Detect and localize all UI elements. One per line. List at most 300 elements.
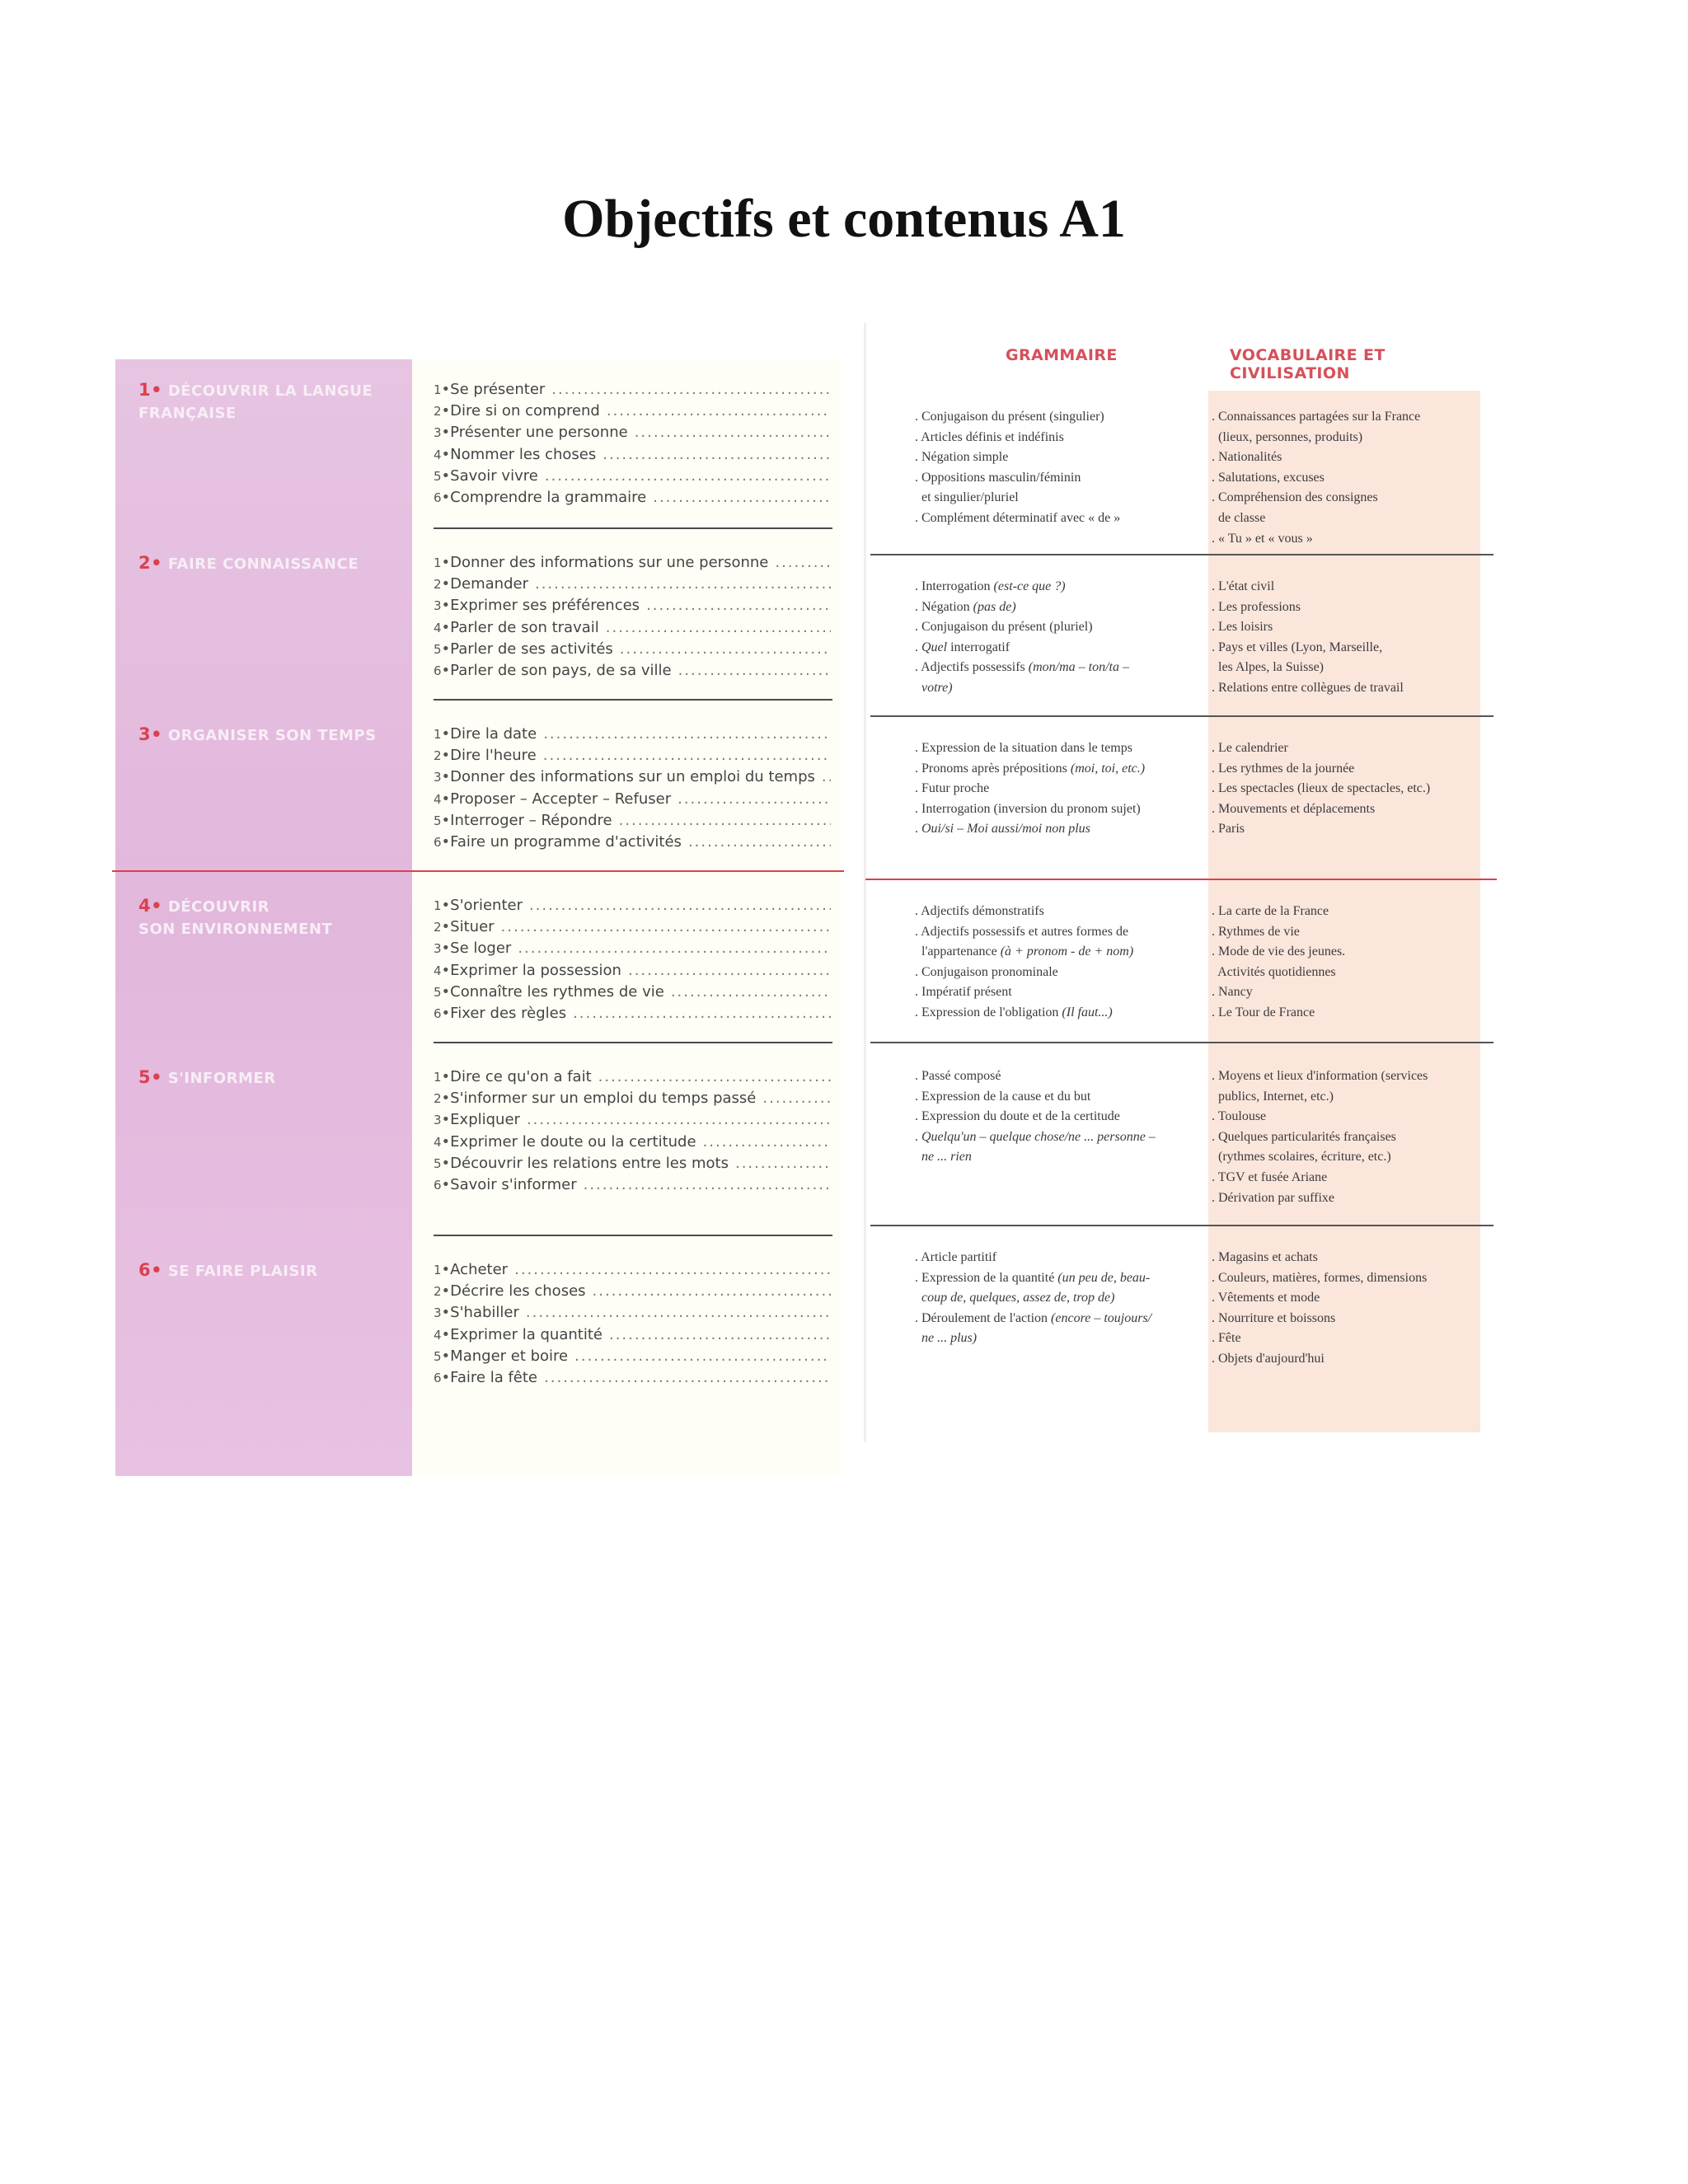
unit-number: 6• xyxy=(138,1260,163,1280)
dot-leader xyxy=(646,487,831,509)
objective-number: 4 xyxy=(434,1134,442,1150)
objective-number: 1 xyxy=(434,382,442,397)
objective-text: Se loger xyxy=(450,940,512,958)
vocabulary-item xyxy=(1212,1188,1484,1209)
objective-item xyxy=(434,466,831,487)
text-segment: . Connaissances partagées sur la France xyxy=(1212,410,1421,424)
objective-number: 5 xyxy=(434,984,442,1000)
dot-leader xyxy=(628,422,831,443)
grammar-list xyxy=(915,738,1195,840)
text-segment xyxy=(915,1331,921,1345)
bullet-icon: • xyxy=(441,1368,451,1386)
vocabulary-item xyxy=(1212,407,1484,428)
objective-item xyxy=(434,660,831,682)
text-segment: . L'état civil xyxy=(1212,579,1275,593)
objective-text: Connaître les rythmes de vie xyxy=(450,982,664,1001)
bullet-icon: • xyxy=(441,1347,451,1365)
unit-number: 4• xyxy=(138,896,163,916)
dot-leader xyxy=(729,1153,831,1174)
objective-item xyxy=(434,1003,831,1024)
unit-title-line: SE FAIRE PLAISIR xyxy=(162,1263,318,1280)
objective-text: Acheter xyxy=(450,1261,509,1278)
section-divider xyxy=(434,1042,832,1043)
objective-text: Parler de son travail xyxy=(450,618,599,636)
grammar-item xyxy=(915,428,1195,448)
bullet-icon: • xyxy=(441,1304,451,1322)
grammar-item xyxy=(915,1107,1195,1127)
objective-item xyxy=(434,938,831,959)
unit-title xyxy=(138,1066,386,1090)
dot-leader xyxy=(596,444,831,466)
objective-number: 5 xyxy=(434,1155,442,1171)
text-segment: . Pronoms après prépositions xyxy=(915,761,1071,776)
vocabulary-list xyxy=(1212,407,1484,549)
grammar-list xyxy=(915,1066,1195,1168)
bullet-icon: • xyxy=(441,640,451,658)
objective-text: Donner des informations sur une personne xyxy=(450,554,769,571)
objective-number: 6 xyxy=(434,663,442,678)
objective-text: Proposer – Accepter – Refuser xyxy=(450,790,672,808)
bullet-icon: • xyxy=(441,747,451,765)
bullet-icon: • xyxy=(441,618,451,636)
objective-item xyxy=(434,444,831,466)
bullet-icon: • xyxy=(441,402,451,420)
text-segment: . Salutations, excuses xyxy=(1212,470,1325,485)
objective-number: 2 xyxy=(434,748,442,764)
text-segment: . Nourriture et boissons xyxy=(1212,1310,1336,1325)
text-segment: ne ... plus) xyxy=(921,1331,978,1346)
vocabulary-list xyxy=(1212,1248,1484,1370)
text-segment: ne ... rien xyxy=(921,1150,972,1165)
grammar-item xyxy=(915,488,1195,509)
text-segment: . Conjugaison du présent (singulier) xyxy=(915,410,1104,424)
grammar-item xyxy=(915,799,1195,820)
grammar-item xyxy=(915,1066,1195,1087)
dot-leader xyxy=(545,379,831,401)
grammar-item xyxy=(915,942,1195,963)
text-segment: . Complément déterminatif avec « de » xyxy=(915,510,1121,525)
vocabulary-list xyxy=(1212,738,1484,840)
objective-item xyxy=(434,1132,831,1153)
dot-leader xyxy=(671,789,831,810)
text-segment: . Futur proche xyxy=(915,781,990,796)
vocabulary-item xyxy=(1212,922,1484,943)
objective-text: Savoir vivre xyxy=(450,466,538,485)
text-segment xyxy=(915,1150,921,1164)
grammar-item xyxy=(915,1288,1195,1309)
grammar-item xyxy=(915,819,1195,840)
objective-text: Dire ce qu'on a fait xyxy=(450,1068,592,1085)
vocabulary-item xyxy=(1212,428,1484,448)
objective-item xyxy=(434,1066,831,1088)
dot-leader xyxy=(612,810,831,832)
text-segment: . Conjugaison pronominale xyxy=(915,964,1058,979)
objective-number: 4 xyxy=(434,620,442,635)
vocabulary-item xyxy=(1212,658,1484,678)
text-segment: . Mode de vie des jeunes. xyxy=(1212,944,1346,959)
text-segment: . Les spectacles (lieux de spectacles, etc.) xyxy=(1212,781,1431,796)
objective-number: 3 xyxy=(434,1113,442,1128)
vocabulary-item xyxy=(1212,1107,1484,1127)
text-segment: (encore – toujours/ xyxy=(1051,1310,1152,1325)
vocabulary-item xyxy=(1212,1349,1484,1370)
text-segment: . La carte de la France xyxy=(1212,904,1329,918)
objectives-list xyxy=(434,1259,831,1389)
objectives-list xyxy=(434,552,831,682)
bullet-icon: • xyxy=(441,918,451,936)
grammar-item xyxy=(915,577,1195,598)
dot-leader xyxy=(768,552,831,574)
objective-number: 1 xyxy=(434,1070,442,1085)
grammar-list xyxy=(915,577,1195,699)
vocabulary-item xyxy=(1212,468,1484,489)
dot-leader xyxy=(537,1367,831,1389)
objective-item xyxy=(434,1109,831,1131)
objective-item xyxy=(434,916,831,938)
objective-text: Découvrir les relations entre les mots xyxy=(450,1154,729,1172)
dot-leader xyxy=(672,660,831,682)
objective-number: 6 xyxy=(434,490,442,505)
objectives-list xyxy=(434,895,831,1024)
objective-text: Situer xyxy=(450,918,495,936)
objectives-list xyxy=(434,724,831,853)
section-divider xyxy=(870,1042,1493,1043)
grammar-item xyxy=(915,902,1195,922)
text-segment: . Interrogation xyxy=(915,579,994,593)
dot-leader xyxy=(599,617,831,639)
grammar-item xyxy=(915,448,1195,468)
objectives-list xyxy=(434,1066,831,1196)
section-divider-red xyxy=(112,870,844,872)
text-segment: (mon/ma – ton/ta – xyxy=(1028,660,1129,675)
objective-number: 2 xyxy=(434,404,442,419)
objective-item xyxy=(434,1367,831,1389)
text-segment: . Mouvements et déplacements xyxy=(1212,801,1376,816)
text-segment: votre) xyxy=(921,680,953,695)
text-segment: . Magasins et achats xyxy=(1212,1250,1318,1264)
objective-item xyxy=(434,1324,831,1346)
objective-item xyxy=(434,595,831,616)
dot-leader xyxy=(523,895,831,916)
text-segment: publics, Internet, etc.) xyxy=(1212,1089,1334,1104)
objective-item xyxy=(434,1259,831,1281)
text-segment: (rythmes scolaires, écriture, etc.) xyxy=(1212,1150,1391,1165)
objective-number: 3 xyxy=(434,941,442,957)
dot-leader xyxy=(566,1003,831,1024)
unit-title-line: SON ENVIRONNEMENT xyxy=(138,921,333,938)
vocabulary-item xyxy=(1212,448,1484,468)
vocabulary-item xyxy=(1212,577,1484,598)
bullet-icon: • xyxy=(441,768,451,786)
bullet-icon: • xyxy=(441,466,451,485)
dot-leader xyxy=(621,960,831,982)
grammar-item xyxy=(915,617,1195,638)
objective-item xyxy=(434,960,831,982)
text-segment: . Passé composé xyxy=(915,1069,1001,1083)
grammar-list xyxy=(915,407,1195,529)
bullet-icon: • xyxy=(441,725,451,743)
dot-leader xyxy=(537,724,831,745)
vocabulary-item xyxy=(1212,529,1484,550)
objective-item xyxy=(434,982,831,1003)
objective-item xyxy=(434,1174,831,1196)
objective-item xyxy=(434,724,831,745)
dot-leader xyxy=(613,639,831,660)
objective-text: Savoir s'informer xyxy=(450,1175,577,1193)
grammar-item xyxy=(915,759,1195,780)
bullet-icon: • xyxy=(441,940,451,958)
objective-item xyxy=(434,617,831,639)
objective-item xyxy=(434,552,831,574)
unit-title xyxy=(138,379,386,424)
unit-title xyxy=(138,552,386,575)
dot-leader xyxy=(528,574,831,595)
text-segment: . Expression de la situation dans le temps xyxy=(915,741,1132,755)
vocabulary-item xyxy=(1212,1288,1484,1309)
objective-number: 1 xyxy=(434,555,442,570)
unit-title-line: DÉCOUVRIR LA LANGUE xyxy=(162,382,373,400)
vocabulary-item xyxy=(1212,759,1484,780)
text-segment: . Négation simple xyxy=(915,450,1009,465)
bullet-icon: • xyxy=(441,575,451,593)
objective-item xyxy=(434,810,831,832)
bullet-icon: • xyxy=(441,424,451,442)
vocabulary-item xyxy=(1212,678,1484,699)
objective-number: 6 xyxy=(434,1370,442,1385)
grammar-item xyxy=(915,509,1195,529)
grammar-item xyxy=(915,468,1195,489)
vocabulary-item xyxy=(1212,799,1484,820)
bullet-icon: • xyxy=(441,554,451,571)
vocabulary-list xyxy=(1212,577,1484,699)
text-segment: et singulier/pluriel xyxy=(915,490,1019,505)
objective-item xyxy=(434,401,831,422)
unit-title xyxy=(138,895,386,940)
objective-item xyxy=(434,789,831,810)
text-segment: . Articles définis et indéfinis xyxy=(915,429,1064,444)
objective-number: 6 xyxy=(434,834,442,850)
bullet-icon: • xyxy=(441,790,451,808)
unit-number: 5• xyxy=(138,1067,163,1087)
dot-leader xyxy=(640,595,831,616)
grammar-item xyxy=(915,1003,1195,1024)
vocabulary-item xyxy=(1212,982,1484,1003)
text-segment: . Adjectifs possessifs et autres formes de xyxy=(915,924,1129,939)
objective-text: Exprimer la possession xyxy=(450,961,621,979)
dot-leader xyxy=(696,1132,831,1153)
dot-leader xyxy=(682,832,831,853)
text-segment: . Relations entre collègues de travail xyxy=(1212,680,1404,695)
text-segment: . Dérivation par suffixe xyxy=(1212,1190,1334,1205)
objective-number: 5 xyxy=(434,813,442,828)
objective-text: Nommer les choses xyxy=(450,445,597,463)
vocabulary-item xyxy=(1212,779,1484,799)
objective-text: Parler de ses activités xyxy=(450,640,613,658)
objective-number: 4 xyxy=(434,1327,442,1343)
grammar-item xyxy=(915,658,1195,678)
objective-number: 1 xyxy=(434,727,442,742)
grammar-item xyxy=(915,1087,1195,1108)
unit-title-line: DÉCOUVRIR xyxy=(162,898,270,916)
vocabulary-item xyxy=(1212,902,1484,922)
dot-leader xyxy=(577,1174,831,1196)
objective-text: Dire l'heure xyxy=(450,747,537,765)
grammar-item xyxy=(915,982,1195,1003)
text-segment: . xyxy=(915,822,921,837)
text-segment: . Déroulement de l'action xyxy=(915,1310,1052,1325)
unit-title-line: FAIRE CONNAISSANCE xyxy=(162,555,359,573)
text-segment: les Alpes, la Suisse) xyxy=(1212,660,1324,675)
vocabulary-item xyxy=(1212,617,1484,638)
text-segment: . Nationalités xyxy=(1212,450,1282,465)
vocabulary-item xyxy=(1212,819,1484,840)
objective-number: 6 xyxy=(434,1177,442,1193)
section-divider xyxy=(434,527,832,529)
text-segment: . xyxy=(915,1129,921,1144)
grammar-list xyxy=(915,902,1195,1024)
objective-text: Exprimer le doute ou la certitude xyxy=(450,1132,696,1151)
grammar-item xyxy=(915,1268,1195,1289)
objective-text: S'habiller xyxy=(450,1304,519,1322)
text-segment: . Interrogation (inversion du pronom sujet) xyxy=(915,801,1141,816)
objective-number: 2 xyxy=(434,577,442,593)
text-segment: . « Tu » et « vous » xyxy=(1212,531,1313,546)
text-segment xyxy=(915,681,921,695)
objective-text: Expliquer xyxy=(450,1111,520,1129)
vocabulary-item xyxy=(1212,1147,1484,1168)
objective-number: 5 xyxy=(434,1348,442,1364)
text-segment: . Les rythmes de la journée xyxy=(1212,761,1355,776)
text-segment: de classe xyxy=(1212,510,1266,525)
dot-leader xyxy=(495,916,831,938)
objective-text: Interroger – Répondre xyxy=(450,811,612,829)
objective-item xyxy=(434,574,831,595)
text-segment: . Vêtements et mode xyxy=(1212,1291,1320,1305)
vocabulary-item xyxy=(1212,963,1484,983)
vocabulary-item xyxy=(1212,1127,1484,1148)
text-segment: . Adjectifs démonstratifs xyxy=(915,904,1044,918)
objective-item xyxy=(434,1346,831,1367)
text-segment: . Négation xyxy=(915,599,973,614)
bullet-icon: • xyxy=(441,811,451,829)
dot-leader xyxy=(603,1324,831,1346)
text-segment: . Impératif présent xyxy=(915,985,1012,1000)
objective-item xyxy=(434,895,831,916)
grammar-list xyxy=(915,1248,1195,1349)
unit-title-line: FRANÇAISE xyxy=(138,405,237,422)
vocabulary-item xyxy=(1212,1329,1484,1349)
bullet-icon: • xyxy=(441,1282,451,1301)
grammar-item xyxy=(915,1248,1195,1268)
dot-leader xyxy=(586,1281,831,1302)
objective-text: Fixer des règles xyxy=(450,1004,567,1022)
section-divider xyxy=(870,1225,1493,1226)
dot-leader xyxy=(538,466,831,487)
unit-title xyxy=(138,1259,386,1282)
vocabulary-header: VOCABULAIRE ET CIVILISATION xyxy=(1230,346,1386,382)
objective-text: Demander xyxy=(450,575,528,593)
objective-number: 1 xyxy=(434,898,442,913)
text-segment: Quelqu'un – quelque chose/ne ... personne – xyxy=(921,1129,1156,1144)
text-segment: . Objets d'aujourd'hui xyxy=(1212,1351,1325,1366)
dot-leader xyxy=(756,1088,831,1109)
objective-number: 4 xyxy=(434,447,442,462)
text-segment: . Toulouse xyxy=(1212,1109,1267,1124)
bullet-icon: • xyxy=(441,661,451,679)
vocabulary-item xyxy=(1212,638,1484,658)
objective-number: 2 xyxy=(434,1091,442,1107)
text-segment: . Expression de l'obligation xyxy=(915,1005,1062,1019)
text-segment xyxy=(915,1291,921,1305)
grammar-item xyxy=(915,598,1195,618)
bullet-icon: • xyxy=(441,1090,451,1108)
bullet-icon: • xyxy=(441,1068,451,1085)
unit-title-line: ORGANISER SON TEMPS xyxy=(162,727,377,744)
objective-text: Comprendre la grammaire xyxy=(450,488,647,506)
objective-item xyxy=(434,1088,831,1109)
dot-leader xyxy=(508,1259,831,1281)
grammar-item xyxy=(915,1147,1195,1168)
section-divider-red xyxy=(865,879,1497,880)
objective-text: Exprimer ses préférences xyxy=(450,597,640,615)
vocabulary-item xyxy=(1212,738,1484,759)
grammar-item xyxy=(915,638,1195,658)
unit-number: 2• xyxy=(138,553,163,573)
text-segment: . Conjugaison du présent (pluriel) xyxy=(915,620,1093,635)
text-segment: Quel xyxy=(921,640,948,654)
bullet-icon: • xyxy=(441,445,451,463)
vocabulary-item xyxy=(1212,509,1484,529)
objective-item xyxy=(434,1281,831,1302)
text-segment: . Moyens et lieux d'information (services xyxy=(1212,1069,1428,1083)
objective-text: Manger et boire xyxy=(450,1347,569,1365)
objective-text: Faire la fête xyxy=(450,1368,538,1386)
text-segment: . Rythmes de vie xyxy=(1212,924,1300,939)
bullet-icon: • xyxy=(441,381,451,398)
objective-text: Donner des informations sur un emploi du temps xyxy=(450,768,815,786)
vocabulary-item xyxy=(1212,1268,1484,1289)
text-segment: (à + pronom - de + nom) xyxy=(1000,944,1134,959)
contents-page xyxy=(870,320,1497,1442)
grammar-header: GRAMMAIRE xyxy=(1006,346,1118,364)
dot-leader xyxy=(520,1109,831,1131)
text-segment: . Nancy xyxy=(1212,985,1253,1000)
dot-leader xyxy=(568,1346,831,1367)
objective-text: Présenter une personne xyxy=(450,424,628,442)
text-segment: . Le Tour de France xyxy=(1212,1005,1315,1019)
dot-leader xyxy=(815,766,831,788)
section-divider xyxy=(870,715,1493,717)
text-segment: . Adjectifs possessifs xyxy=(915,660,1029,675)
text-segment: Activités quotidiennes xyxy=(1212,964,1336,979)
objective-number: 3 xyxy=(434,598,442,614)
section-divider xyxy=(870,554,1493,555)
dot-leader xyxy=(600,401,831,422)
text-segment: . TGV et fusée Ariane xyxy=(1212,1169,1328,1184)
vocabulary-item xyxy=(1212,598,1484,618)
vocabulary-list xyxy=(1212,1066,1484,1208)
objective-text: Exprimer la quantité xyxy=(450,1325,603,1343)
objective-item xyxy=(434,1302,831,1324)
objectives-page xyxy=(115,359,841,1476)
unit-title-line: S'INFORMER xyxy=(162,1070,276,1087)
objective-number: 6 xyxy=(434,1005,442,1021)
page-title: Objectifs et contenus A1 xyxy=(562,189,1126,249)
text-segment: . Les loisirs xyxy=(1212,620,1273,635)
grammar-item xyxy=(915,963,1195,983)
bullet-icon: • xyxy=(441,1175,451,1193)
bullet-icon: • xyxy=(441,982,451,1001)
